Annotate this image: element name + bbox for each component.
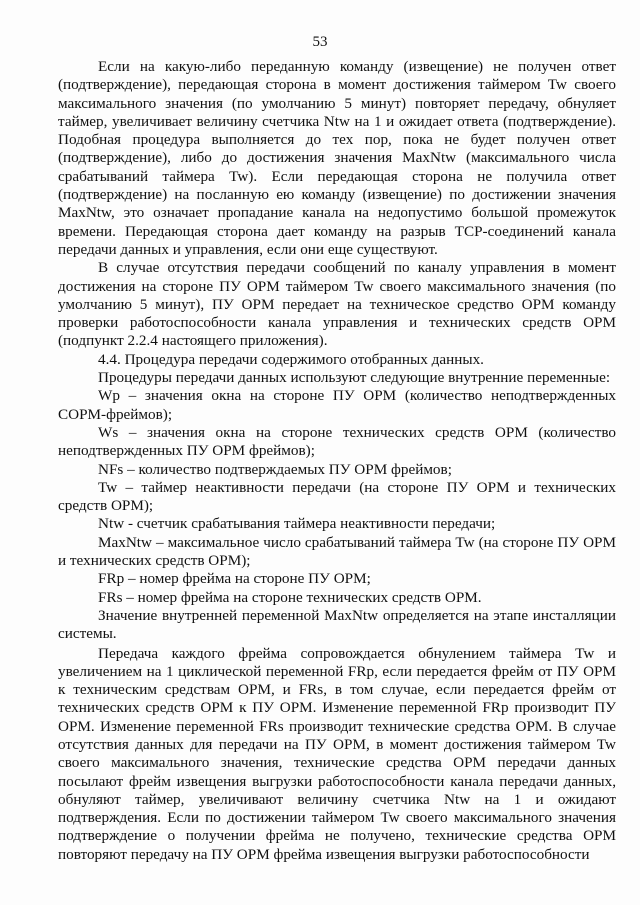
paragraph-retransmission: Если на какую-либо переданную команду (извещение) не получен ответ (подтверждение), передающая сторона в момент достижения таймером Tw своего максимального значения (по умолчанию 5 минут) повторяет передачу, обнуляет таймер, увеличивает величину счетчика Ntw на 1 и ожидает ответа (подтверждение). Подобная процедура выполняется до тех пор, пока не будет получен ответ (подтверждение), либо до достижения значения MaxNtw (максимального числа срабатываний таймера Tw). Если передающая сторона не получила ответ (подтверждение) на посланную ею команду (извещение) по достижении значения MaxNtw, это означает пропадание канала на недопустимо большой промежуток времени. Передающая сторона дает команду на разрыв TCP-соединений канала передачи данных и управления, если они еще существуют. <box>58 58 616 258</box>
variable-nfs: NFs – количество подтверждаемых ПУ ОРМ фреймов; <box>98 460 452 478</box>
variable-frp: FRp – номер фрейма на стороне ПУ ОРМ; <box>98 570 371 588</box>
document-body <box>58 58 616 864</box>
paragraph-frame-transmission: Передача каждого фрейма сопровождается обнулением таймера Tw и увеличением на 1 циклической переменной FRp, если передается фрейм от ПУ ОРМ к техническим средствам ОРМ, и FRs, в том случае, если передается фрейм от технических средств ОРМ к ПУ ОРМ. Изменение переменной FRp производит ПУ ОРМ. Изменение переменной FRs производит технические средства ОРМ. В случае отсутствия данных для передачи на ПУ ОРМ, в момент достижения таймером Tw своего максимального значения, технические средства ОРМ передачи данных посылают фрейм извещения выгрузки работоспособности канала передачи данных, обнуляют таймер, увеличивают величину счетчика Ntw на 1 и ожидают подтверждения. Если по достижении таймером Tw своего максимального значения подтверждение о получении фрейма не получено, технические средства ОРМ повторяют передачу на ПУ ОРМ фрейма извещения выгрузки работоспособности <box>58 644 616 863</box>
paragraph-maxntw-value: Значение внутренней переменной MaxNtw определяется на этапе инсталляции системы. <box>58 606 616 643</box>
variable-wp: Wp – значения окна на стороне ПУ ОРМ (количество неподтвержденных СОРМ-фреймов); <box>58 387 616 423</box>
page-number: 53 <box>312 34 328 50</box>
variable-maxntw: MaxNtw – максимальное число срабатываний таймера Tw (на стороне ПУ ОРМ и технических средств ОРМ); <box>58 533 616 570</box>
variable-ws: Ws – значения окна на стороне технических средств ОРМ (количество неподтвержденных ПУ ОРМ фреймов); <box>58 423 616 460</box>
section-heading-4-4: 4.4. Процедура передачи содержимого отобранных данных. <box>98 350 484 368</box>
variable-ntw: Ntw - счетчик срабатывания таймера неактивности передачи; <box>98 515 496 533</box>
paragraph-variables-intro: Процедуры передачи данных используют следующие внутренние переменные: <box>98 369 611 387</box>
variable-tw: Tw – таймер неактивности передачи (на стороне ПУ ОРМ и технических средств ОРМ); <box>58 478 616 515</box>
variable-frs: FRs – номер фрейма на стороне технических средств ОРМ. <box>98 588 482 606</box>
paragraph-control-channel-check: В случае отсутствия передачи сообщений по каналу управления в момент достижения на стороне ПУ ОРМ таймером Tw своего максимального значения (по умолчанию 5 минут), ПУ ОРМ передает на техническое средство ОРМ команду проверки работоспособности канала управления и технических средств ОРМ (подпункт 2.2.4 настоящего приложения). <box>58 259 616 350</box>
